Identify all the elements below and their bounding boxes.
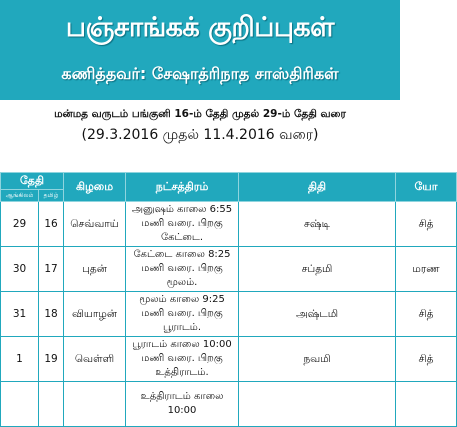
weekday-cell — [64, 382, 126, 427]
header-date: தேதி — [1, 173, 64, 190]
page-title: பஞ்சாங்கக் குறிப்புகள் — [65, 12, 335, 43]
date-range-gregorian: (29.3.2016 முதல் 11.4.2016 வரை) — [81, 127, 319, 143]
header-tithi: திதி — [239, 173, 396, 202]
table-row — [1, 382, 457, 427]
tithi-cell — [239, 382, 396, 427]
tithi-cell: நவமி — [239, 337, 396, 382]
tamil-date-cell: 17 — [39, 247, 64, 292]
tithi-cell: அஷ்டமி — [239, 292, 396, 337]
nakshatra-cell: உத்திராடம் காலை 10:00 — [126, 382, 239, 427]
weekday-cell: வியாழன் — [64, 292, 126, 337]
english-date-cell — [1, 382, 39, 427]
table-row — [1, 202, 457, 247]
yoga-cell: சித் — [396, 337, 457, 382]
yoga-cell: மரண — [396, 247, 457, 292]
table-row — [1, 247, 457, 292]
header-date-tamil: தமிழ் — [39, 190, 64, 202]
yoga-cell: சித் — [396, 202, 457, 247]
english-date-cell: 1 — [1, 337, 39, 382]
header-weekday: கிழமை — [64, 173, 126, 202]
panchang-table — [0, 172, 457, 427]
weekday-cell: புதன் — [64, 247, 126, 292]
weekday-cell: செவ்வாய் — [64, 202, 126, 247]
yoga-cell — [396, 382, 457, 427]
tamil-date-cell — [39, 382, 64, 427]
weekday-cell: வெள்ளி — [64, 337, 126, 382]
yoga-cell: சித் — [396, 292, 457, 337]
english-date-cell: 31 — [1, 292, 39, 337]
header-yoga: யோ — [396, 173, 457, 202]
nakshatra-cell: அனுஷம் காலை 6:55 மணி வரை. பிறகு கேட்டை. — [126, 202, 239, 247]
table-row — [1, 337, 457, 382]
tamil-date-cell: 18 — [39, 292, 64, 337]
table-row — [1, 292, 457, 337]
date-range-tamil: மன்மத வருடம் பங்குனி 16-ம் தேதி முதல் 29-ம் தேதி வரை — [54, 108, 346, 120]
header-banner — [0, 0, 400, 100]
nakshatra-cell: கேட்டை காலை 8:25 மணி வரை. பிறகு மூலம். — [126, 247, 239, 292]
tithi-cell: சப்தமி — [239, 247, 396, 292]
panchang-table-container — [0, 172, 440, 416]
nakshatra-cell: மூலம் காலை 9:25 மணி வரை. பிறகு பூராடம். — [126, 292, 239, 337]
tamil-date-cell: 19 — [39, 337, 64, 382]
header-date-english: ஆங்கிலம் — [1, 190, 39, 202]
nakshatra-cell: பூராடம் காலை 10:00 மணி வரை. பிறகு உத்திராடம். — [126, 337, 239, 382]
english-date-cell: 30 — [1, 247, 39, 292]
author-line: கணித்தவர்: சேஷாத்ரிநாத சாஸ்திரிகள் — [61, 64, 339, 83]
header-nakshatra: நட்சத்திரம் — [126, 173, 239, 202]
english-date-cell: 29 — [1, 202, 39, 247]
tithi-cell: சஷ்டி — [239, 202, 396, 247]
tamil-date-cell: 16 — [39, 202, 64, 247]
